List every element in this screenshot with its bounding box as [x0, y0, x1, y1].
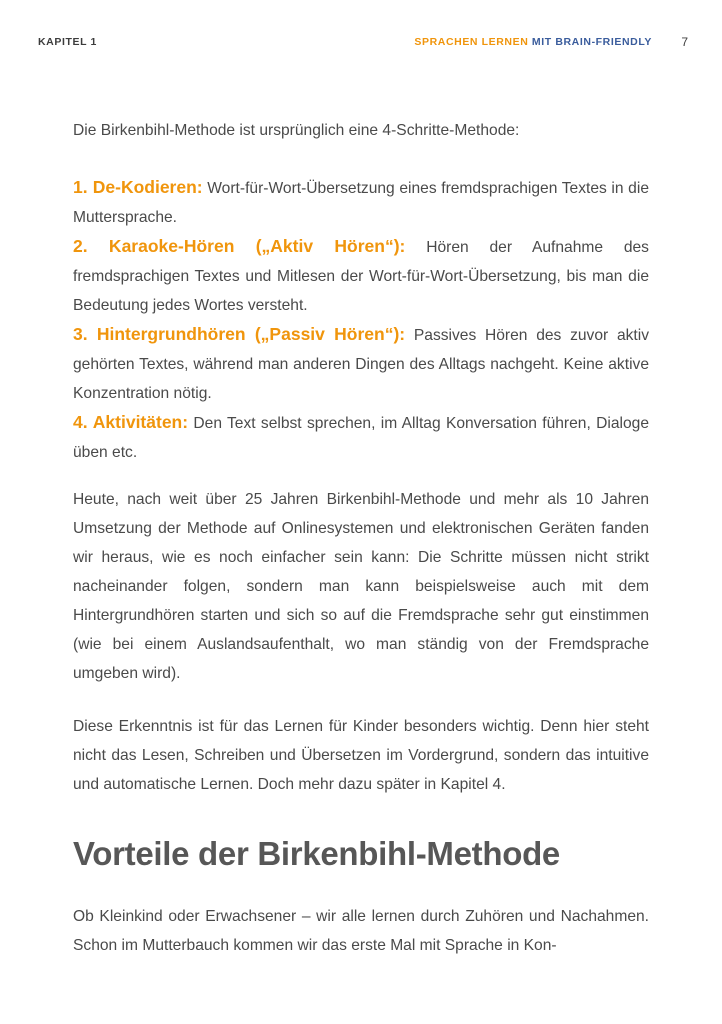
step-text: Passives Hören des zuvor aktiv gehörten Textes, während man anderen Dingen des Alltags nachgeht. Keine aktive Konzentration nötig. — [73, 327, 650, 402]
chapter-label: KAPITEL 1 — [38, 36, 97, 48]
body-paragraph: Ob Kleinkind oder Erwachsener – wir alle lernen durch Zuhören und Nachahmen. Schon im Mutterbauch kommen wir das erste Mal mit Sprache in Kon- — [73, 908, 649, 954]
page-number: 7 — [681, 35, 688, 49]
series-title-part2: MIT BRAIN-FRIENDLY — [531, 36, 652, 48]
step-item — [73, 408, 649, 467]
page-header — [38, 36, 688, 52]
step-title: 3. Hintergrundhören („Passiv Hören“): — [73, 324, 406, 344]
step-item — [73, 232, 649, 320]
section-heading: Vorteile der Birkenbihl-Methode — [73, 835, 560, 872]
intro-paragraph: Die Birkenbihl-Methode ist ursprünglich eine 4-Schritte-Methode: — [73, 122, 520, 139]
step-title: 1. De-Kodieren: — [73, 177, 203, 197]
step-text: Hören der Aufnahme des fremdsprachigen Textes und Mitlesen der Wort-für-Wort-Übersetzung, bis man die Bedeutung jedes Wortes versteht. — [73, 239, 649, 314]
series-title-part1: SPRACHEN LERNEN — [414, 36, 532, 48]
step-text: Wort-für-Wort-Übersetzung eines fremdsprachigen Textes in die Muttersprache. — [73, 180, 649, 226]
body-paragraph: Diese Erkenntnis ist für das Lernen für Kinder besonders wichtig. Denn hier steht nicht das Lesen, Schreiben und Übersetzen im Vordergrund, sondern das intuitive und automatische Lernen. Doch mehr dazu später in Kapitel 4. — [73, 718, 649, 793]
step-item — [73, 320, 649, 408]
step-title: 4. Aktivitäten: — [73, 412, 189, 432]
book-series-title — [414, 36, 652, 48]
step-text: Den Text selbst sprechen, im Alltag Konversation führen, Dialoge üben etc. — [73, 415, 649, 461]
step-title: 2. Karaoke-Hören („Aktiv Hören“): — [73, 236, 406, 256]
method-steps-list — [73, 173, 649, 467]
step-item — [73, 173, 649, 232]
body-paragraph: Heute, nach weit über 25 Jahren Birkenbihl-Methode und mehr als 10 Jahren Umsetzung der Methode auf Onlinesystemen und elektronischen Geräten fanden wir heraus, wie es noch einfacher sein kann: Die Schritte müssen nicht strikt nacheinander folgen, sondern man kann beispielsweise auch mit dem Hintergrundhören starten und sich so auf die Fremdsprache sehr gut einstimmen (wie bei einem Auslandsaufenthalt, wo man ständig von der Fremdsprache umgeben wird). — [73, 491, 649, 682]
